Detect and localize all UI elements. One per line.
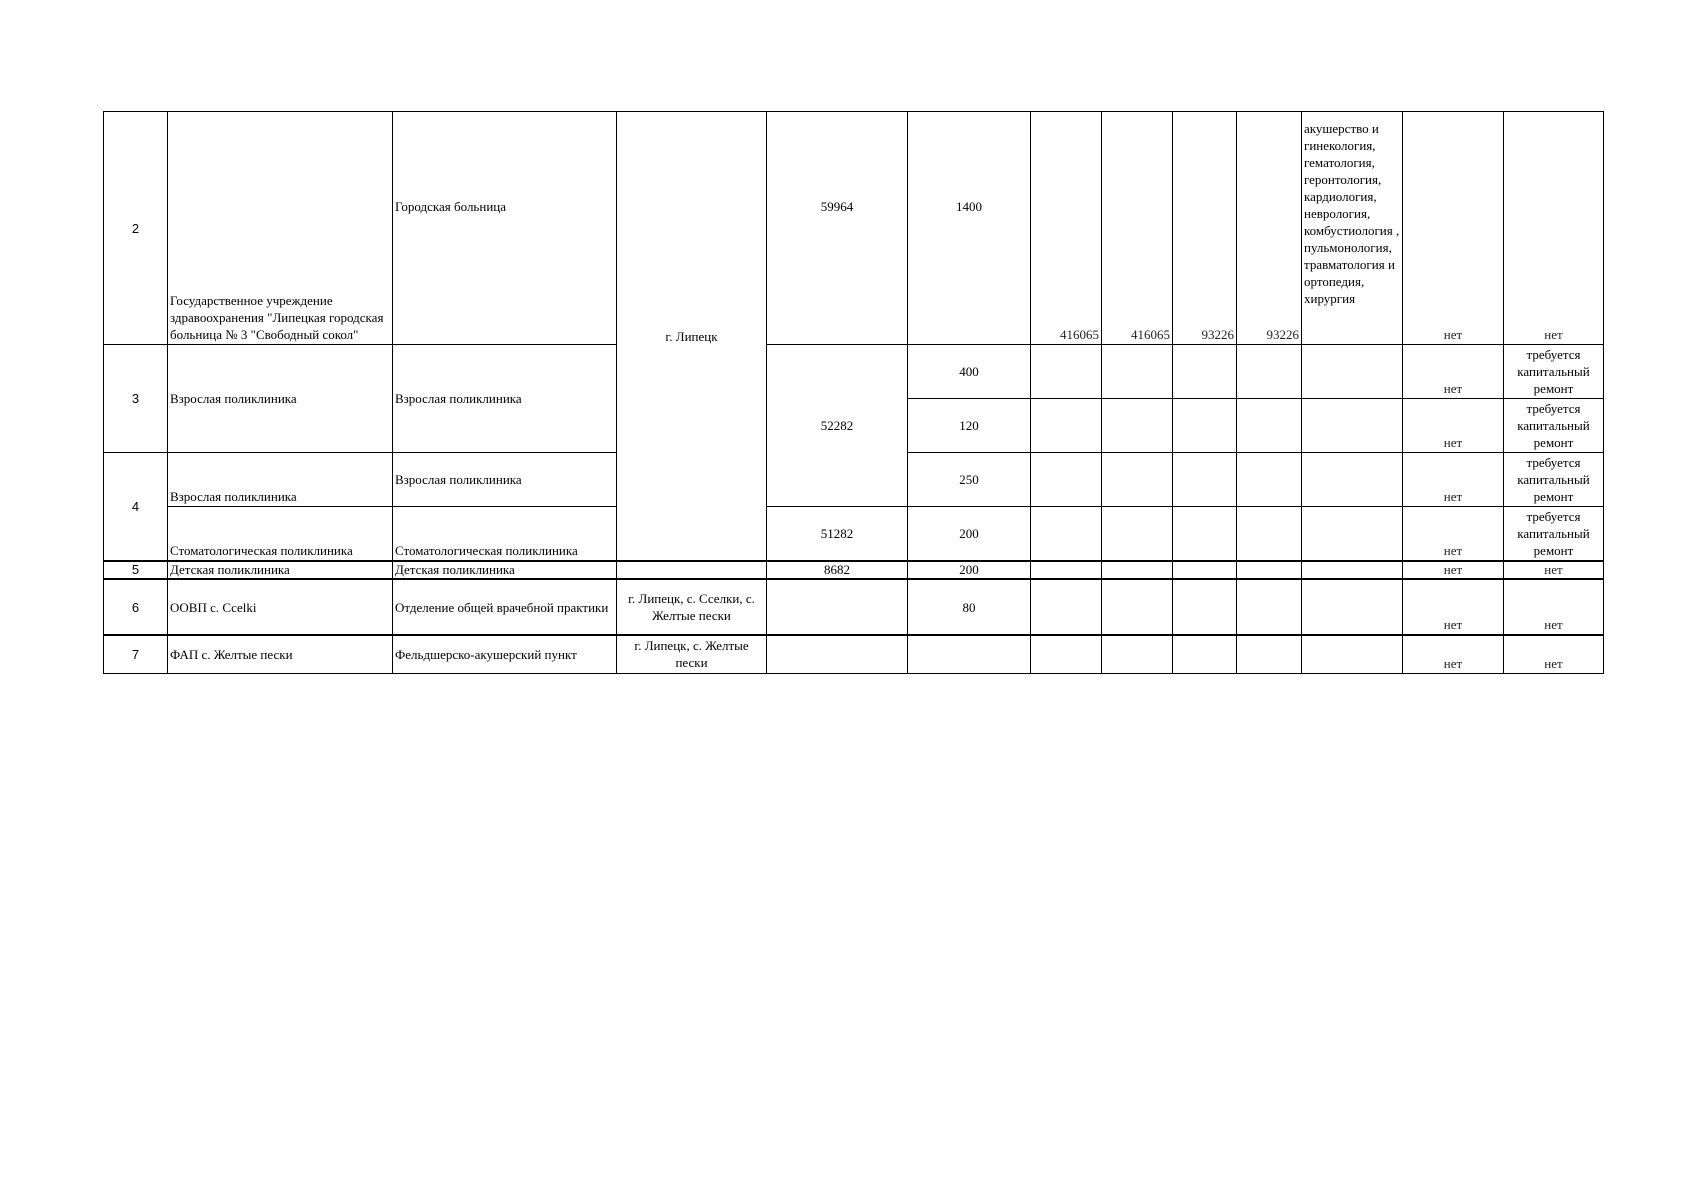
row-number: 6 <box>104 579 168 635</box>
type-cell: Взрослая поликлиника <box>393 453 617 507</box>
type-cell: Фельдшерско-акушерский пункт <box>393 635 617 673</box>
status-cell: нет <box>1403 453 1504 507</box>
empty-cell <box>1031 453 1102 507</box>
empty-cell <box>1173 579 1237 635</box>
repair-cell: требуется капитальный ремонт <box>1504 399 1604 453</box>
empty-cell <box>1173 399 1237 453</box>
value-cell: 93226 <box>1173 112 1237 345</box>
empty-cell <box>1102 507 1173 562</box>
empty-cell <box>1237 579 1302 635</box>
status-cell: нет <box>1403 399 1504 453</box>
population-cell: 52282 <box>767 345 908 507</box>
table-row <box>104 345 1604 399</box>
type-cell: Детская поликлиника <box>393 561 617 579</box>
empty-cell <box>1031 507 1102 562</box>
empty-cell <box>1102 579 1173 635</box>
row-number: 5 <box>104 561 168 579</box>
institution-cell: Государственное учреждение здравоохранения "Липецкая городская больница № 3 "Свободный сокол" <box>168 112 393 345</box>
row-number: 2 <box>104 112 168 345</box>
institution-cell: Взрослая поликлиника <box>168 345 393 453</box>
empty-cell <box>1237 561 1302 579</box>
repair-cell: нет <box>1504 635 1604 673</box>
table-row <box>104 112 1604 345</box>
institution-cell: ООВП с. Ссelki <box>168 579 393 635</box>
empty-cell <box>1031 345 1102 399</box>
empty-cell <box>1031 399 1102 453</box>
empty-cell <box>1302 635 1403 673</box>
empty-cell <box>1302 561 1403 579</box>
empty-cell <box>1237 453 1302 507</box>
empty-cell <box>1173 635 1237 673</box>
empty-cell <box>908 635 1031 673</box>
empty-cell <box>1237 635 1302 673</box>
empty-cell <box>1237 399 1302 453</box>
profiles-cell: акушерство и гинекология, гематология, геронтология, кардиология, неврология, комбустиология , пульмонология, травматология и ортопедия, хирургия <box>1302 112 1403 345</box>
repair-cell: нет <box>1504 561 1604 579</box>
empty-cell <box>1031 635 1102 673</box>
empty-cell <box>1237 507 1302 562</box>
location-cell: г. Липецк, с. Желтые пески <box>617 635 767 673</box>
empty-cell <box>1102 345 1173 399</box>
capacity-cell: 200 <box>908 561 1031 579</box>
row-number: 3 <box>104 345 168 453</box>
empty-cell <box>1302 453 1403 507</box>
type-cell: Городская больница <box>393 112 617 345</box>
capacity-cell: 80 <box>908 579 1031 635</box>
table-row <box>104 561 1604 579</box>
status-cell: нет <box>1403 112 1504 345</box>
empty-cell <box>1302 345 1403 399</box>
facilities-table <box>103 111 1604 674</box>
empty-cell <box>767 635 908 673</box>
empty-cell <box>1173 561 1237 579</box>
status-cell: нет <box>1403 345 1504 399</box>
empty-cell <box>1237 345 1302 399</box>
type-cell: Взрослая поликлиника <box>393 345 617 453</box>
institution-cell: Взрослая поликлиника <box>168 453 393 507</box>
empty-cell <box>1302 507 1403 562</box>
empty-cell <box>1302 399 1403 453</box>
empty-cell <box>1102 453 1173 507</box>
empty-cell <box>1173 453 1237 507</box>
empty-cell <box>1102 561 1173 579</box>
empty-cell <box>1031 561 1102 579</box>
repair-cell: требуется капитальный ремонт <box>1504 453 1604 507</box>
table-row <box>104 579 1604 635</box>
capacity-cell: 120 <box>908 399 1031 453</box>
row-number: 7 <box>104 635 168 673</box>
empty-cell <box>767 579 908 635</box>
population-cell: 8682 <box>767 561 908 579</box>
empty-cell <box>1173 345 1237 399</box>
status-cell: нет <box>1403 579 1504 635</box>
type-cell: Отделение общей врачебной практики <box>393 579 617 635</box>
empty-cell <box>1173 507 1237 562</box>
population-cell: 59964 <box>767 112 908 345</box>
empty-cell <box>617 561 767 579</box>
empty-cell <box>1102 635 1173 673</box>
status-cell: нет <box>1403 507 1504 562</box>
institution-cell: ФАП с. Желтые пески <box>168 635 393 673</box>
repair-cell: нет <box>1504 112 1604 345</box>
status-cell: нет <box>1403 561 1504 579</box>
capacity-cell: 1400 <box>908 112 1031 345</box>
capacity-cell: 200 <box>908 507 1031 562</box>
type-cell: Стоматологическая поликлиника <box>393 507 617 562</box>
row-number: 4 <box>104 453 168 562</box>
table-row <box>104 507 1604 562</box>
capacity-cell: 400 <box>908 345 1031 399</box>
empty-cell <box>1302 579 1403 635</box>
status-cell: нет <box>1403 635 1504 673</box>
value-cell: 416065 <box>1102 112 1173 345</box>
empty-cell <box>1102 399 1173 453</box>
institution-cell: Детская поликлиника <box>168 561 393 579</box>
repair-cell: требуется капитальный ремонт <box>1504 345 1604 399</box>
institution-cell: Стоматологическая поликлиника <box>168 507 393 562</box>
population-cell: 51282 <box>767 507 908 562</box>
repair-cell: требуется капитальный ремонт <box>1504 507 1604 562</box>
empty-cell <box>1031 579 1102 635</box>
location-cell: г. Липецк <box>617 112 767 562</box>
repair-cell: нет <box>1504 579 1604 635</box>
location-cell: г. Липецк, с. Сселки, с. Желтые пески <box>617 579 767 635</box>
capacity-cell: 250 <box>908 453 1031 507</box>
table-row <box>104 635 1604 673</box>
value-cell: 416065 <box>1031 112 1102 345</box>
value-cell: 93226 <box>1237 112 1302 345</box>
